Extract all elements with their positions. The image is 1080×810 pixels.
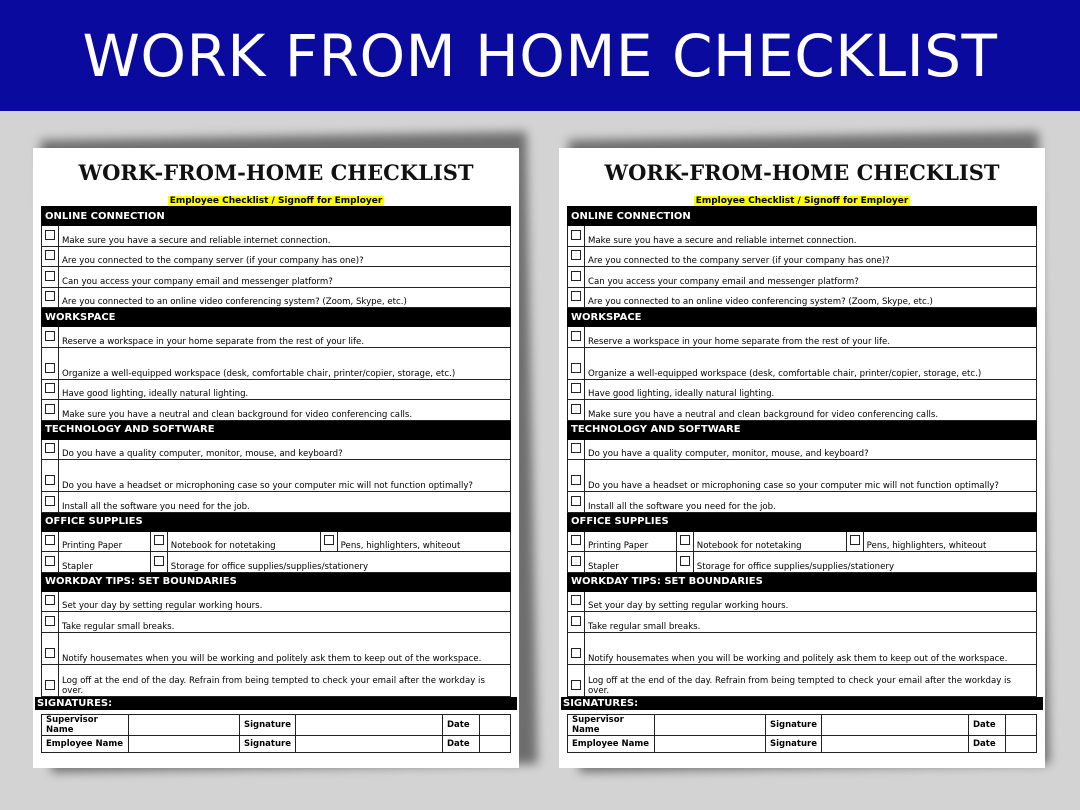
checkbox-cell [568, 226, 585, 247]
date-field[interactable] [479, 714, 510, 735]
section-heading: ONLINE CONNECTION [42, 207, 511, 226]
supplies-row [568, 531, 1037, 552]
item-text: Have good lighting, ideally natural lighting. [585, 379, 1037, 400]
supplies-row [42, 552, 511, 573]
section-heading: WORKSPACE [568, 308, 1037, 327]
name-field[interactable] [129, 735, 240, 752]
checklist-item [568, 327, 1037, 348]
sheet-title: WORK-FROM-HOME CHECKLIST [604, 160, 1000, 185]
subtitle-wrap [567, 192, 1037, 206]
checklist-item [568, 460, 1037, 492]
checklist-item [42, 400, 511, 421]
section-heading: WORKDAY TIPS: SET BOUNDARIES [568, 572, 1037, 591]
checkbox-cell [568, 400, 585, 421]
checkbox[interactable] [571, 680, 581, 690]
checkbox-cell [676, 552, 693, 573]
checkbox[interactable] [154, 535, 164, 545]
item-text: Organize a well-equipped workspace (desk, comfortable chair, printer/copier, storage, etc.) [59, 347, 511, 379]
sheet-title: WORK-FROM-HOME CHECKLIST [78, 160, 474, 185]
checklist-item [568, 379, 1037, 400]
date-label: Date [442, 714, 479, 735]
supply-item: Storage for office supplies/supplies/stationery [167, 552, 510, 573]
checkbox[interactable] [571, 616, 581, 626]
item-text: Are you connected to an online video conferencing system? (Zoom, Skype, etc.) [585, 287, 1037, 308]
checklist-item [42, 246, 511, 267]
checklist-item [42, 287, 511, 308]
signature-field[interactable] [295, 714, 442, 735]
checklist-item [568, 287, 1037, 308]
section-header [568, 512, 1037, 531]
item-text: Make sure you have a secure and reliable internet connection. [59, 226, 511, 247]
checkbox-cell [42, 632, 59, 664]
signature-field[interactable] [821, 714, 968, 735]
item-text: Install all the software you need for the job. [59, 492, 511, 513]
checkbox[interactable] [571, 535, 581, 545]
checkbox[interactable] [571, 404, 581, 414]
checklist-item [42, 664, 511, 696]
signature-field[interactable] [295, 735, 442, 752]
checklist-item [568, 439, 1037, 460]
supplies-row [42, 531, 511, 552]
checklist-item [568, 632, 1037, 664]
checkbox[interactable] [571, 230, 581, 240]
checkbox-cell [42, 460, 59, 492]
supplies-row [568, 552, 1037, 573]
checklist-item [568, 267, 1037, 288]
signature-label: Signature [240, 714, 296, 735]
checkbox-cell [42, 664, 59, 696]
checkbox[interactable] [45, 383, 55, 393]
item-text: Are you connected to an online video conferencing system? (Zoom, Skype, etc.) [59, 287, 511, 308]
signature-row [568, 714, 1037, 735]
checkbox[interactable] [571, 363, 581, 373]
checkbox-cell [42, 347, 59, 379]
checklist-item [568, 347, 1037, 379]
checkbox[interactable] [680, 535, 690, 545]
checkbox-cell [150, 552, 167, 573]
checkbox-cell [568, 246, 585, 267]
item-text: Reserve a workspace in your home separate from the rest of your life. [585, 327, 1037, 348]
item-text: Take regular small breaks. [59, 612, 511, 633]
checkbox-cell [568, 591, 585, 612]
checkbox-cell [568, 664, 585, 696]
section-heading: OFFICE SUPPLIES [568, 512, 1037, 531]
checkbox[interactable] [45, 595, 55, 605]
item-text: Can you access your company email and messenger platform? [585, 267, 1037, 288]
checkbox[interactable] [571, 648, 581, 658]
sheet-subtitle: Employee Checklist / Signoff for Employer [169, 196, 383, 206]
checkbox[interactable] [45, 404, 55, 414]
checkbox-cell [846, 531, 863, 552]
name-field[interactable] [655, 735, 766, 752]
checkbox[interactable] [571, 250, 581, 260]
name-field[interactable] [655, 714, 766, 735]
signature-label: Signature [240, 735, 296, 752]
checklist-item [568, 492, 1037, 513]
item-text: Set your day by setting regular working hours. [585, 591, 1037, 612]
checkbox[interactable] [45, 331, 55, 341]
checklist-item [568, 664, 1037, 696]
item-text: Make sure you have a secure and reliable internet connection. [585, 226, 1037, 247]
checkbox-cell [42, 287, 59, 308]
section-header [568, 207, 1037, 226]
checkbox[interactable] [571, 556, 581, 566]
signature-field[interactable] [821, 735, 968, 752]
item-text: Do you have a headset or microphoning case so your computer mic will not function optimally? [585, 460, 1037, 492]
checklist-item [568, 612, 1037, 633]
supply-item: Printing Paper [59, 531, 151, 552]
checkbox-cell [568, 531, 585, 552]
checklist-item [42, 612, 511, 633]
checkbox-cell [568, 287, 585, 308]
checkbox[interactable] [571, 271, 581, 281]
checkbox-cell [568, 612, 585, 633]
item-text: Notify housemates when you will be working and politely ask them to keep out of the workspace. [585, 632, 1037, 664]
checklist-page-left [33, 148, 519, 768]
section-header [42, 572, 511, 591]
item-text: Take regular small breaks. [585, 612, 1037, 633]
checklist-item [42, 379, 511, 400]
item-text: Organize a well-equipped workspace (desk, comfortable chair, printer/copier, storage, etc.) [585, 347, 1037, 379]
supply-item: Stapler [59, 552, 151, 573]
checkbox-cell [42, 226, 59, 247]
supply-item: Printing Paper [585, 531, 677, 552]
checkbox[interactable] [45, 250, 55, 260]
item-text: Do you have a quality computer, monitor, mouse, and keyboard? [59, 439, 511, 460]
signature-label: Signature [766, 714, 822, 735]
date-field[interactable] [1005, 714, 1036, 735]
checkbox-cell [42, 612, 59, 633]
checkbox-cell [42, 267, 59, 288]
checkbox[interactable] [45, 475, 55, 485]
checklist-item [42, 347, 511, 379]
checklist-item [42, 492, 511, 513]
supply-item: Stapler [585, 552, 677, 573]
checkbox[interactable] [571, 475, 581, 485]
checkbox-cell [568, 379, 585, 400]
checklist-item [568, 400, 1037, 421]
item-text: Notify housemates when you will be working and politely ask them to keep out of the workspace. [59, 632, 511, 664]
supply-item: Pens, highlighters, whiteout [863, 531, 1036, 552]
checklist-item [42, 460, 511, 492]
checklist-item [568, 226, 1037, 247]
checkbox-cell [42, 400, 59, 421]
signature-table [567, 714, 1037, 753]
section-header [42, 207, 511, 226]
section-heading: OFFICE SUPPLIES [42, 512, 511, 531]
checkbox[interactable] [571, 595, 581, 605]
item-text: Log off at the end of the day. Refrain from being tempted to check your email after the workday is over. [59, 664, 511, 696]
item-text: Install all the software you need for the job. [585, 492, 1037, 513]
name-label: Supervisor Name [42, 714, 129, 735]
checkbox[interactable] [680, 556, 690, 566]
checklist-item [568, 591, 1037, 612]
date-field[interactable] [1005, 735, 1036, 752]
section-heading: WORKDAY TIPS: SET BOUNDARIES [42, 572, 511, 591]
checkbox-cell [42, 492, 59, 513]
signature-row [568, 735, 1037, 752]
item-text: Log off at the end of the day. Refrain from being tempted to check your email after the workday is over. [585, 664, 1037, 696]
checklist-item [42, 439, 511, 460]
date-field[interactable] [479, 735, 510, 752]
signature-row [42, 714, 511, 735]
subtitle-wrap [41, 192, 511, 206]
name-field[interactable] [129, 714, 240, 735]
checkbox-cell [568, 327, 585, 348]
checklist-item [42, 267, 511, 288]
item-text: Make sure you have a neutral and clean background for video conferencing calls. [59, 400, 511, 421]
checkbox-cell [568, 632, 585, 664]
checkbox[interactable] [45, 535, 55, 545]
signature-row [42, 735, 511, 752]
item-text: Make sure you have a neutral and clean background for video conferencing calls. [585, 400, 1037, 421]
checkbox[interactable] [850, 535, 860, 545]
checkbox-cell [42, 379, 59, 400]
name-label: Employee Name [568, 735, 655, 752]
item-text: Do you have a quality computer, monitor, mouse, and keyboard? [585, 439, 1037, 460]
supply-item: Pens, highlighters, whiteout [337, 531, 510, 552]
checkbox-cell [320, 531, 337, 552]
checklist-item [42, 327, 511, 348]
signatures-heading: SIGNATURES: [561, 697, 1043, 710]
item-text: Do you have a headset or microphoning case so your computer mic will not function optimally? [59, 460, 511, 492]
checkbox-cell [568, 347, 585, 379]
checkbox-cell [568, 552, 585, 573]
signature-table [41, 714, 511, 753]
section-heading: WORKSPACE [42, 308, 511, 327]
checkbox[interactable] [45, 616, 55, 626]
checkbox-cell [150, 531, 167, 552]
section-header [568, 572, 1037, 591]
signatures-heading: SIGNATURES: [35, 697, 517, 710]
supply-item: Notebook for notetaking [693, 531, 846, 552]
item-text: Can you access your company email and messenger platform? [59, 267, 511, 288]
section-header [568, 308, 1037, 327]
checkbox-cell [42, 327, 59, 348]
checkbox-cell [676, 531, 693, 552]
checkbox-cell [568, 439, 585, 460]
checkbox[interactable] [45, 680, 55, 690]
checkbox[interactable] [45, 648, 55, 658]
item-text: Are you connected to the company server (if your company has one)? [59, 246, 511, 267]
date-label: Date [968, 735, 1005, 752]
checkbox[interactable] [324, 535, 334, 545]
name-label: Supervisor Name [568, 714, 655, 735]
signature-label: Signature [766, 735, 822, 752]
checkbox-cell [42, 552, 59, 573]
checkbox[interactable] [45, 443, 55, 453]
checklist-page-right [559, 148, 1045, 768]
checkbox[interactable] [45, 363, 55, 373]
checkbox[interactable] [45, 291, 55, 301]
checklist-item [42, 591, 511, 612]
item-text: Set your day by setting regular working hours. [59, 591, 511, 612]
checkbox-cell [42, 246, 59, 267]
checklist-item [42, 226, 511, 247]
section-header [568, 420, 1037, 439]
checkbox[interactable] [45, 496, 55, 506]
checkbox[interactable] [571, 291, 581, 301]
sheet-subtitle: Employee Checklist / Signoff for Employer [695, 196, 909, 206]
checkbox[interactable] [571, 443, 581, 453]
checklist-table [41, 206, 511, 697]
checkbox[interactable] [571, 496, 581, 506]
checkbox[interactable] [45, 556, 55, 566]
section-heading: TECHNOLOGY AND SOFTWARE [42, 420, 511, 439]
checklist-item [568, 246, 1037, 267]
item-text: Reserve a workspace in your home separate from the rest of your life. [59, 327, 511, 348]
checkbox-cell [568, 267, 585, 288]
banner-title: WORK FROM HOME CHECKLIST [82, 21, 998, 90]
item-text: Have good lighting, ideally natural lighting. [59, 379, 511, 400]
checkbox-cell [568, 460, 585, 492]
supply-item: Storage for office supplies/supplies/stationery [693, 552, 1036, 573]
checklist-table [567, 206, 1037, 697]
checkbox-cell [42, 439, 59, 460]
checkbox[interactable] [45, 230, 55, 240]
section-header [42, 308, 511, 327]
checkbox-cell [42, 591, 59, 612]
checkbox[interactable] [571, 383, 581, 393]
checkbox[interactable] [571, 331, 581, 341]
checkbox-cell [42, 531, 59, 552]
date-label: Date [442, 735, 479, 752]
supply-item: Notebook for notetaking [167, 531, 320, 552]
title-banner [0, 0, 1080, 111]
name-label: Employee Name [42, 735, 129, 752]
section-header [42, 420, 511, 439]
section-heading: TECHNOLOGY AND SOFTWARE [568, 420, 1037, 439]
checkbox[interactable] [45, 271, 55, 281]
checklist-item [42, 632, 511, 664]
checkbox-cell [568, 492, 585, 513]
item-text: Are you connected to the company server (if your company has one)? [585, 246, 1037, 267]
date-label: Date [968, 714, 1005, 735]
section-heading: ONLINE CONNECTION [568, 207, 1037, 226]
checkbox[interactable] [154, 556, 164, 566]
section-header [42, 512, 511, 531]
